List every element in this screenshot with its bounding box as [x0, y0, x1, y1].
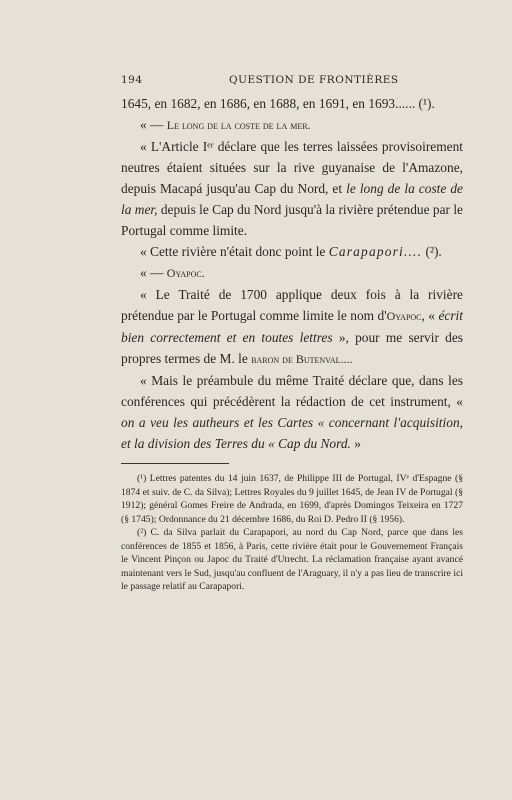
- page-number: 194: [121, 74, 143, 86]
- subheading-oyapoc: « — Oyapoc.: [140, 265, 205, 280]
- footnote-separator: [121, 463, 229, 464]
- running-title: QUESTION DE FRONTIÈRES: [229, 74, 399, 86]
- paragraph-article: « L'Article Iᵉʳ déclare que les terres laissées provisoirement neutres étaient situées sur la rive guyanaise de l'Amazone, depuis Macapá jusqu'au Cap du Nord, et le long de la coste de la mer, depuis le Cap du Nord jusqu'à la rivière prétendue par le Portugal comme limite.: [121, 139, 464, 238]
- footnote-2: (²) C. da Silva parlait du Carapapori, au nord du Cap Nord, parce que dans les conférences de 1855 et 1856, à Paris, cette rivière était pour le Gouvernement Français le Vincent Pinçon ou Japoc du Traité d'Utrecht. La réclamation française ayant avancé maintenant vers le Sud, jusqu'au confluent de l'Araguary, il n'y a pas lieu de transcrire ici le passage relatif au Carapapori.: [121, 527, 463, 592]
- subheading-coste: « — Le long de la coste de la mer.: [140, 117, 311, 132]
- paragraph-traite: « Le Traité de 1700 applique deux fois à la rivière prétendue par le Portugal comme limite le nom d'Oyapoc, « écrit bien correctement et en toutes lettres », pour me servir des propres termes de M. le baron de Butenval....: [121, 287, 464, 366]
- paragraph-carapapori: « Cette rivière n'était donc point le Carapapori.... (²).: [140, 244, 442, 259]
- main-text: [121, 93, 463, 594]
- footnotes: [121, 472, 463, 594]
- footnote-1: (¹) Lettres patentes du 14 juin 1637, de Philippe III de Portugal, IVᵉ d'Espagne (§ 1874 et suiv. de C. da Silva); Lettres Royales du 9 juillet 1645, de Jean IV de Portugal (§ 1912); général Gomes Freire de Andrada, en 1699, d'après Domingos Teixeira en 1727 (§ 1745); Ordonnance du 21 décembre 1686, du Roi D. Pedro II (§ 1956).: [121, 473, 463, 525]
- subheading-coste-title: Le long de la coste de la mer.: [166, 118, 311, 132]
- paragraph-preambule: « Mais le préambule du même Traité déclare que, dans les conférences qui précédèrent la rédaction de cet instrument, « on a veu les autheurs et les Cartes « concernant l'acquisition, et la division des Terres du « Cap du Nord. »: [121, 373, 463, 451]
- subheading-oyapoc-title: Oyapoc.: [166, 266, 205, 280]
- running-header: [121, 74, 461, 88]
- paragraph-dates: 1645, en 1682, en 1686, en 1688, en 1691, en 1693...... (¹).: [121, 96, 435, 111]
